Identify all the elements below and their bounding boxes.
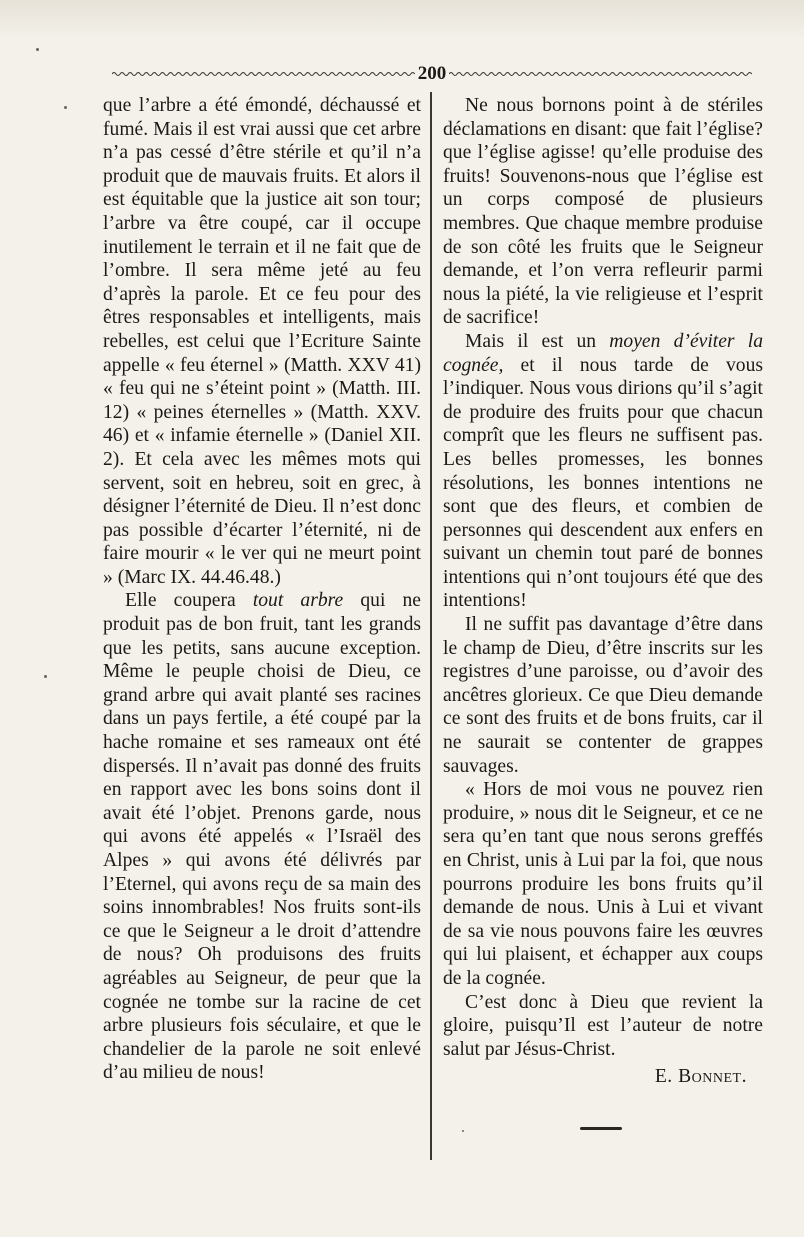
paragraph: C’est donc à Dieu que revient la gloire, puisqu’Il est l’auteur de notre salut par Jésus-Christ. xyxy=(443,991,763,1060)
paragraph xyxy=(443,330,763,613)
paper-speck xyxy=(36,48,39,51)
left-column xyxy=(103,94,421,1085)
page-top-shadow xyxy=(0,0,804,40)
author-signature: E. Bonnet. xyxy=(654,1066,747,1088)
header-ornament-left xyxy=(112,71,415,77)
paragraph-text: qui ne produit pas de bon fruit, tant les grands que les petits, sans aucune exception. Même le peuple choisi de Dieu, ce grand arbre qui avait planté ses racines dans un pays fertile, a été coupé par la hache romaine et ses rameaux ont été dispersés. Il n’avait pas donné des fruits en rapport avec les bons soins dont il avait été l’objet. Prenons garde, nous qui avons été appelés « l’Israël des Alpes » qui avons été délivrés par l’Eternel, qui avons reçu de sa main des soins innombrables! Nos fruits sont-ils ce que le Seigneur a le droit d’attendre de nous? Oh produisons des fruits agréables au Seigneur, de peur que la cognée ne tombe sur la racine de cet arbre plusieurs fois séculaire, et que le chandelier de la parole ne soit enlevé d’au milieu de nous! xyxy=(103,590,422,1084)
page-number: 200 xyxy=(417,63,447,84)
paper-speck xyxy=(44,675,47,678)
paragraph xyxy=(103,589,421,1084)
page-header xyxy=(112,62,752,86)
emphasis: moyen d’éviter la cognée, xyxy=(443,330,763,376)
right-column xyxy=(443,94,763,1109)
paragraph: Ne nous bornons point à de stériles déclamations en disant: que fait l’église? que l’église agisse! qu’elle produise des fruits! Souvenons-nous que l’église est un corps composé de plusieurs membres. Que chaque membre produise de son côté les fruits que le Seigneur demande, et l’on verra refleurir parmi nous la piété, la vie religieuse et l’esprit de sacrifice! xyxy=(443,95,763,329)
paper-speck xyxy=(64,106,67,109)
paragraph: Il ne suffit pas davantage d’être dans le champ de Dieu, d’être inscrits sur les registres d’une paroisse, ou d’avoir des ancêtres glorieux. Ce que Dieu demande ce sont des fruits et de bons fruits, car il ne saurait se contenter de grappes sauvages. xyxy=(443,614,763,777)
paragraph-text: Elle coupera xyxy=(125,590,253,612)
closing-dash xyxy=(580,1127,622,1130)
paper-speck xyxy=(462,1130,464,1132)
paragraph-text: et il nous tarde de vous l’indiquer. Nous vous dirions qu’il s’agit de produire des fruits pour que chacun comprît que les fleurs ne suffisent pas. Les belles promesses, les bonnes résolutions, les bonnes intentions ne sont que des fleurs, et combien de personnes qui descendent aux enfers en suivant un chemin tout paré de bonnes intentions qui n’ont toujours été que des intentions! xyxy=(443,354,763,612)
paragraph: « Hors de moi vous ne pouvez rien produire, » nous dit le Seigneur, et ce ne sera qu’en tant que nous serons greffés en Christ, unis à Lui par la foi, que nous pourrons produire les bons fruits qu’il demande de nous. Unis à Lui et vivant de sa vie nous pouvons faire les œuvres qui lui plaisent, et échapper aux coups de la cognée. xyxy=(443,779,763,989)
paragraph: que l’arbre a été émondé, déchaussé et fumé. Mais il est vrai aussi que cet arbre n’a pas cessé d’être stérile et qu’il n’a produit que de mauvais fruits. Et alors il est équitable que la justice ait son tour; l’arbre va être coupé, car il occupe inutilement le terrain et il ne fait que de l’ombre. Il sera même jeté au feu d’après la parole. Et ce feu pour des êtres responsables et intelligents, mais rebelles, est celui que l’Ecriture Sainte appelle « feu éternel » (Matth. XXV 41) « feu qui ne s’éteint point » (Matth. III. 12) « peines éternelles » (Matth. XXV. 46) et « infamie éternelle » (Daniel XII. 2). Et cela avec les mêmes mots qui servent, soit en hebreu, soit en grec, à désigner l’éternité de Dieu. Il n’est donc pas possible d’écarter l’éternité, ni de faire mourir « le ver qui ne meurt point » (Marc IX. 44.46.48.) xyxy=(103,95,421,588)
emphasis: tout arbre xyxy=(252,590,344,612)
paragraph-text: Mais il est un xyxy=(465,330,610,352)
column-divider xyxy=(430,92,432,1160)
header-ornament-right xyxy=(449,71,752,77)
